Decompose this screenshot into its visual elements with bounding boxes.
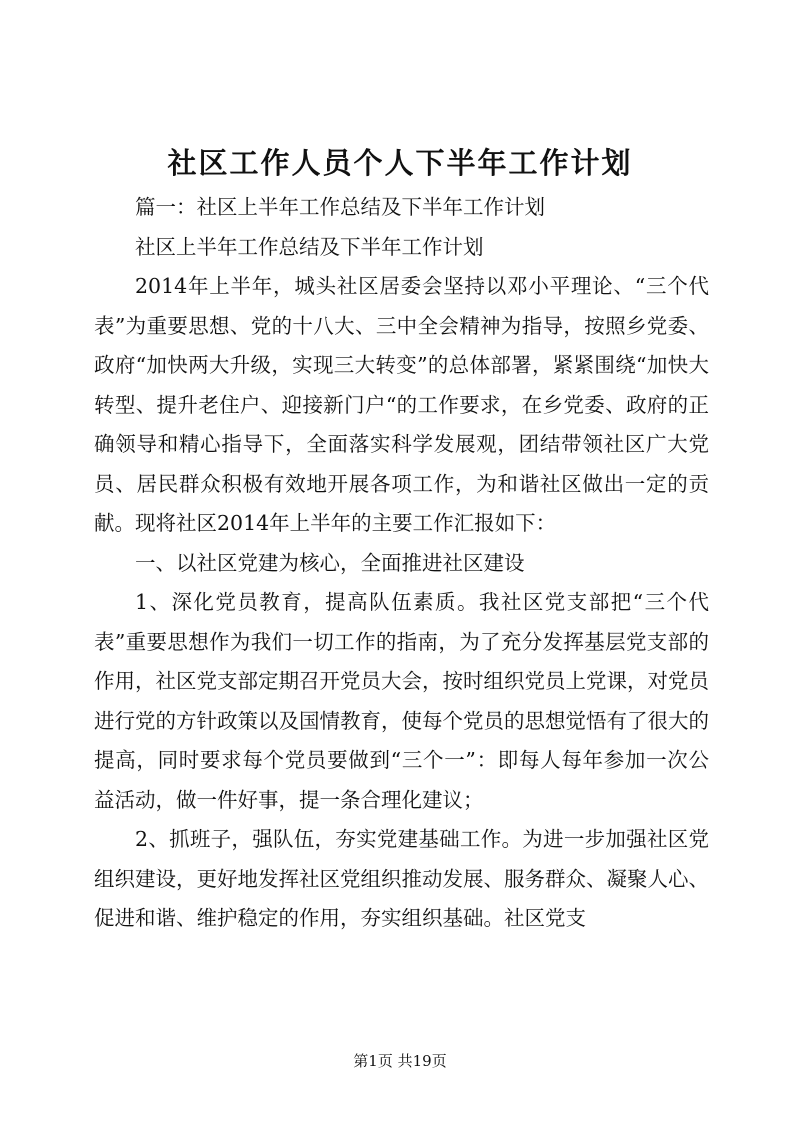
intro-paragraph: 2014年上半年，城头社区居委会坚持以邓小平理论、“三个代表”为重要思想、党的十八大、三中全会精神为指导，按照乡党委、政府“加快两大升级，实现三大转变”的总体部署，紧紧围绕“加快大转型、提升老住户、迎接新门户“的工作要求，在乡党委、政府的正确领导和精心指导下，全面落实科学发展观，团结带领社区广大党员、居民群众积极有效地开展各项工作，为和谐社区做出一定的贡献。现将社区2014年上半年的主要工作汇报如下： <box>94 274 709 535</box>
section-heading-party-building: 一、以社区党建为核心，全面推进社区建设 <box>135 550 525 575</box>
section-heading-part-one: 篇一：社区上半年工作总结及下半年工作计划 <box>135 195 545 219</box>
item-paragraph-1: 1、深化党员教育，提高队伍素质。我社区党支部把“三个代表”重要思想作为我们一切工作的指南，为了充分发挥基层党支部的作用，社区党支部定期召开党员大会，按时组织党员上党课，对党员进行党的方针政策以及国情教育，使每个党员的思想觉悟有了很大的提高，同时要求每个党员要做到“三个一”：即每人每年参加一次公益活动，做一件好事，提一条合理化建议； <box>94 590 709 812</box>
subtitle-paragraph: 社区上半年工作总结及下半年工作计划 <box>135 234 484 259</box>
document-title: 社区工作人员个人下半年工作计划 <box>167 146 633 180</box>
document-body <box>94 188 709 939</box>
item-paragraph-2: 2、抓班子，强队伍，夯实党建基础工作。为进一步加强社区党组织建设，更好地发挥社区党组织推动发展、服务群众、凝聚人心、促进和谐、维护稳定的作用，夯实组织基础。社区党支 <box>94 827 709 930</box>
page-footer: 第1页 共19页 <box>353 1052 447 1070</box>
